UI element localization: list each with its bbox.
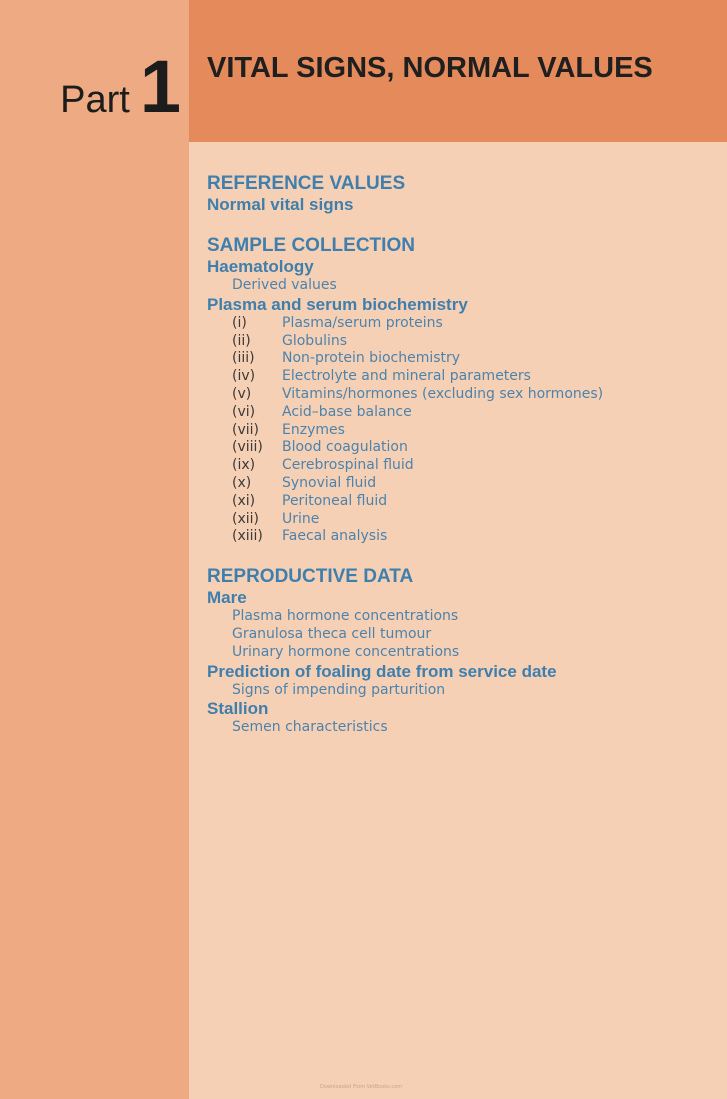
section-title[interactable]: REPRODUCTIVE DATA bbox=[207, 566, 414, 588]
subsection-heading[interactable]: Haematology bbox=[207, 257, 314, 276]
entry-number: (i) bbox=[232, 314, 247, 331]
subsection-heading[interactable]: Mare bbox=[207, 588, 247, 608]
toc-entry[interactable] bbox=[207, 386, 717, 404]
entry-number: (iii) bbox=[232, 350, 255, 367]
toc-entry[interactable] bbox=[207, 528, 717, 546]
subsection-heading[interactable]: Normal vital signs bbox=[207, 195, 354, 214]
entry-number: (xii) bbox=[232, 510, 259, 527]
entry-text: Acid–base balance bbox=[282, 403, 412, 420]
entry-text: Electrolyte and mineral parameters bbox=[282, 368, 531, 385]
entry-text: Urine bbox=[282, 510, 320, 527]
entry-number: (viii) bbox=[232, 439, 263, 456]
toc-entry[interactable] bbox=[207, 422, 717, 440]
toc-entry[interactable]: Plasma hormone concentrations bbox=[232, 608, 459, 625]
toc-entry[interactable] bbox=[207, 368, 717, 386]
table-of-contents bbox=[207, 173, 717, 757]
toc-entry[interactable] bbox=[207, 404, 717, 422]
part-label bbox=[60, 45, 181, 128]
toc-entry[interactable] bbox=[207, 333, 717, 351]
subsection-heading[interactable]: Prediction of foaling date from service date bbox=[207, 661, 557, 681]
entry-number: (ii) bbox=[232, 332, 251, 349]
entry-text: Vitamins/hormones (excluding sex hormones) bbox=[282, 385, 604, 402]
entry-text: Non-protein biochemistry bbox=[282, 350, 461, 367]
toc-section bbox=[207, 566, 717, 737]
entry-text: Cerebrospinal fluid bbox=[282, 457, 414, 474]
entry-number: (xiii) bbox=[232, 528, 263, 545]
part-word: Part bbox=[60, 79, 130, 121]
toc-entry[interactable] bbox=[207, 439, 717, 457]
entry-number: (ix) bbox=[232, 457, 256, 474]
entry-text: Synovial fluid bbox=[282, 474, 377, 491]
section-title[interactable]: REFERENCE VALUES bbox=[207, 173, 406, 194]
part-title: VITAL SIGNS, NORMAL VALUES bbox=[207, 52, 653, 84]
entry-text: Faecal analysis bbox=[282, 528, 388, 545]
subsection-heading[interactable]: Plasma and serum biochemistry bbox=[207, 294, 468, 314]
toc-entry[interactable]: Granulosa theca cell tumour bbox=[232, 625, 432, 642]
entry-number: (iv) bbox=[232, 368, 256, 385]
entry-number: (v) bbox=[232, 385, 252, 402]
entry-number: (vii) bbox=[232, 421, 259, 438]
subsection-heading[interactable]: Stallion bbox=[207, 699, 269, 719]
entry-number: (xi) bbox=[232, 492, 256, 509]
toc-entry[interactable]: Derived values bbox=[232, 277, 337, 293]
section-title[interactable]: SAMPLE COLLECTION bbox=[207, 235, 415, 256]
toc-entry[interactable]: Signs of impending parturition bbox=[232, 681, 446, 698]
toc-entry[interactable] bbox=[207, 350, 717, 368]
toc-entry[interactable] bbox=[207, 315, 717, 333]
entry-text: Blood coagulation bbox=[282, 439, 408, 456]
download-footer: Downloaded From VetBooks.com bbox=[320, 1084, 403, 1090]
toc-entry[interactable] bbox=[207, 475, 717, 493]
toc-section bbox=[207, 173, 717, 215]
part-number: 1 bbox=[139, 45, 181, 128]
toc-entry[interactable] bbox=[207, 511, 717, 529]
toc-entry[interactable] bbox=[207, 493, 717, 511]
left-color-band bbox=[0, 0, 189, 1099]
entry-text: Peritoneal fluid bbox=[282, 492, 388, 509]
entry-number: (vi) bbox=[232, 403, 256, 420]
entry-text: Enzymes bbox=[282, 421, 345, 438]
toc-entry[interactable]: Semen characteristics bbox=[232, 719, 388, 736]
entry-text: Plasma/serum proteins bbox=[282, 314, 443, 331]
toc-entry[interactable] bbox=[207, 457, 717, 475]
entry-number: (x) bbox=[232, 474, 252, 491]
entry-text: Globulins bbox=[282, 332, 348, 349]
toc-entry[interactable]: Urinary hormone concentrations bbox=[232, 643, 460, 660]
toc-section bbox=[207, 235, 717, 546]
